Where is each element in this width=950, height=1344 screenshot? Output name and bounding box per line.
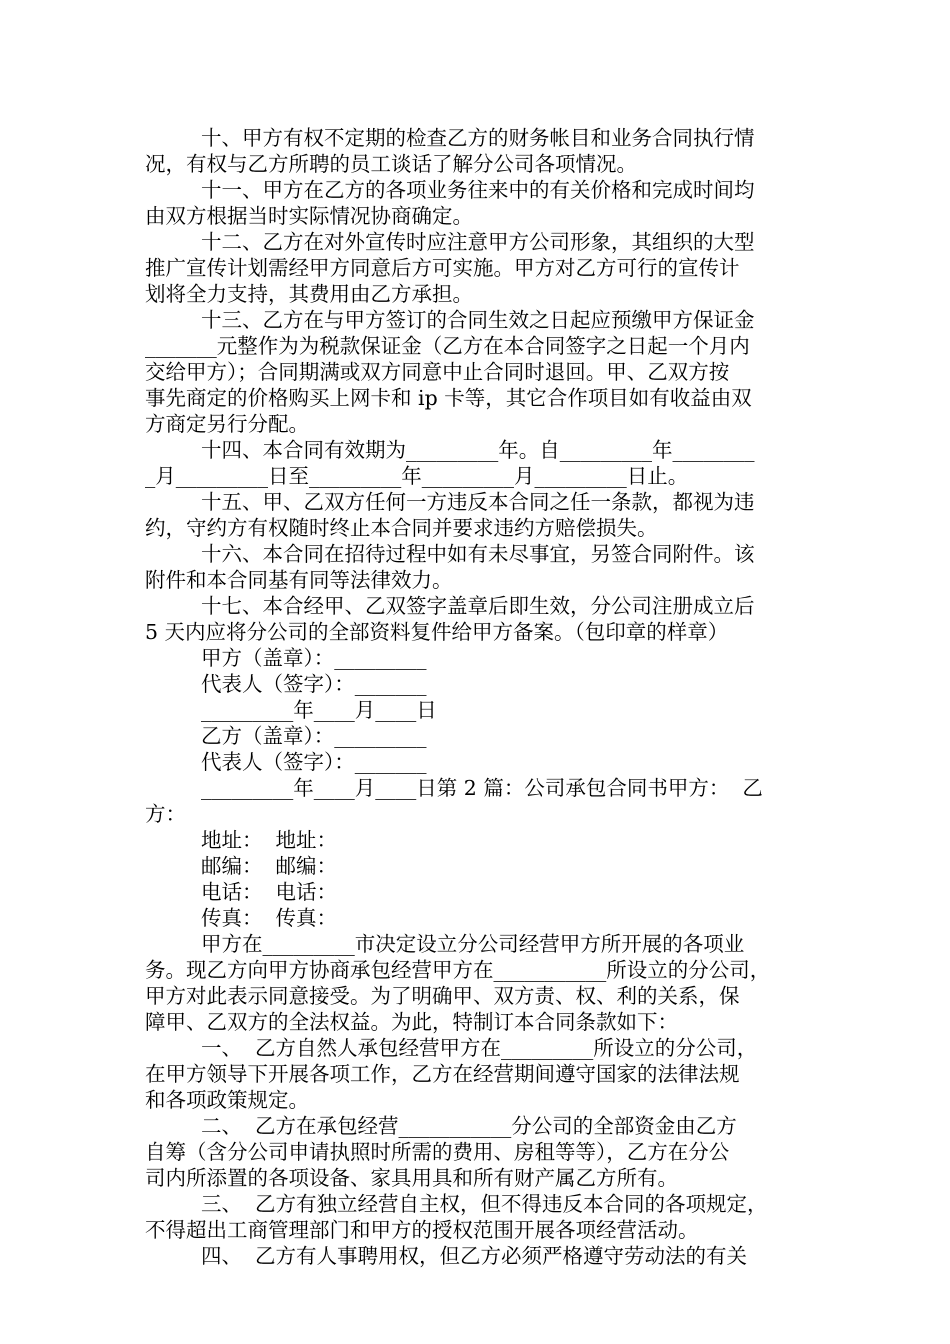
text-line: 二、 乙方在承包经营___________分公司的全部资金由乙方 [201,1114,737,1138]
signature-line: 乙方（盖章）：_________ [201,724,427,748]
text-line: _月_________日至_________年_________月_________日止。 [145,464,689,488]
text-line: 司内所添置的各项设备、家具用具和所有财产属乙方所有。 [145,1166,678,1190]
contact-line: 电话： 电话： [201,880,338,904]
text-line: 自筹（含分公司申请执照时所需的费用、房租等等），乙方在分公 [145,1140,730,1164]
signature-line: 甲方（盖章）：_________ [201,646,427,670]
signature-line: 代表人（签字）：_______ [201,672,427,696]
text-line: 事先商定的价格购买上网卡和 ip 卡等，其它合作项目如有收益由双 [145,386,752,410]
text-line: 交给甲方）；合同期满或双方同意中止合同时退回。甲、乙双方按 [145,360,730,384]
text-line: 十二、乙方在对外宣传时应注意甲方公司形象，其组织的大型 [201,230,755,254]
text-line: 方商定另行分配。 [145,412,309,436]
text-line: 约，守约方有权随时终止本合同并要求违约方赔偿损失。 [145,516,658,540]
text-line: 由双方根据当时实际情况协商确定。 [145,204,473,228]
text-line: 推广宣传计划需经甲方同意后方可实施。甲方对乙方可行的宣传计 [145,256,740,280]
text-line: 和各项政策规定。 [145,1088,309,1112]
text-line: 十五、甲、乙双方任何一方违反本合同之任一条款，都视为违 [201,490,755,514]
date-line: _________年____月____日 [201,698,437,722]
contact-line: 邮编： 邮编： [201,854,338,878]
text-line: 在甲方领导下开展各项工作，乙方在经营期间遵守国家的法律法规 [145,1062,740,1086]
date-line: _________年____月____日第 2 篇：公司承包合同书甲方： 乙 [201,776,763,800]
text-line: 甲方对此表示同意接受。为了明确甲、双方责、权、利的关系，保 [145,984,740,1008]
text-line: 附件和本合同基有同等法律效力。 [145,568,453,592]
text-line: 十四、本合同有效期为_________年。自_________年________ [201,438,755,462]
text-line: 十一、甲方在乙方的各项业务往来中的有关价格和完成时间均 [201,178,755,202]
text-line: 十三、乙方在与甲方签订的合同生效之日起应预缴甲方保证金 [201,308,755,332]
text-line: 三、 乙方有独立经营自主权，但不得违反本合同的各项规定， [201,1192,768,1216]
text-line: 十六、本合同在招待过程中如有未尽事宜，另签合同附件。该 [201,542,755,566]
text-line: _______元整作为为税款保证金（乙方在本合同签字之日起一个月内 [145,334,750,358]
text-line: 务。现乙方向甲方协商承包经营甲方在___________所设立的分公司， [145,958,771,982]
text-line: 十、甲方有权不定期的检查乙方的财务帐目和业务合同执行情 [201,126,755,150]
contact-line: 地址： 地址： [201,828,338,852]
text-line: 四、 乙方有人事聘用权，但乙方必须严格遵守劳动法的有关 [201,1244,748,1268]
text-line: 况，有权与乙方所聘的员工谈话了解分公司各项情况。 [145,152,637,176]
text-line: 甲方在_________市决定设立分公司经营甲方所开展的各项业 [201,932,745,956]
text-line: 十七、本合经甲、乙双签字盖章后即生效，分公司注册成立后 [201,594,755,618]
text-line: 一、 乙方自然人承包经营甲方在_________所设立的分公司， [201,1036,758,1060]
signature-line: 代表人（签字）：_______ [201,750,427,774]
text-line: 障甲、乙双方的全法权益。为此，特制订本合同条款如下： [145,1010,678,1034]
text-line: 不得超出工商管理部门和甲方的授权范围开展各项经营活动。 [145,1218,699,1242]
text-line: 方： [145,802,186,826]
text-line: 划将全力支持，其费用由乙方承担。 [145,282,473,306]
text-line: 5 天内应将分公司的全部资料复件给甲方备案。（包印章的样章） [145,620,729,644]
contact-line: 传真： 传真： [201,906,338,930]
